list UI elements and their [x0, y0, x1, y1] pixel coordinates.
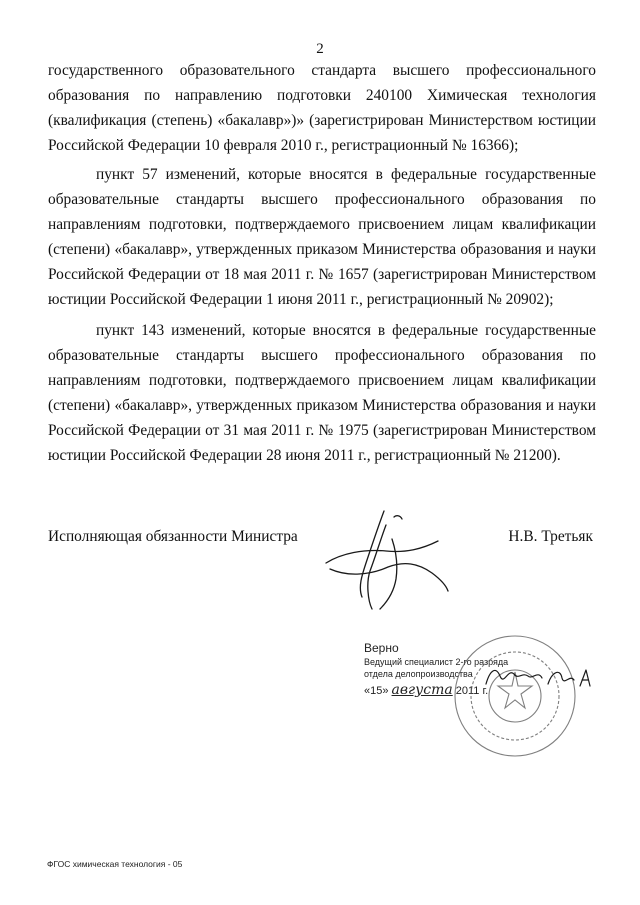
- paragraph-1: государственного образовательного стандарта высшего профессионального образования по направлению подготовки 240100 Химическая технология (квалификация (степень) «бакалавр»)» (зарегистрирован Министерством юстиции Российской Федерации 10 февраля 2010 г., регистрационный № 16366);: [48, 62, 596, 154]
- paragraph-2: пункт 57 изменений, которые вносятся в федеральные государственные образовательные стандарты высшего профессионального образования по направлениям подготовки, подтверждаемого присвоением лицам квалификации (степени) «бакалавр», утвержденных приказом Министерства образования и науки Российской Федерации от 18 мая 2011 г. № 1657 (зарегистрирован Министерством юстиции Российской Федерации 1 июня 2011 г., регистрационный № 20902);: [48, 166, 596, 308]
- document-footer: ФГОС химическая технология - 05: [47, 859, 183, 869]
- handwritten-signature: [322, 505, 452, 617]
- verifier-position-line-2: отдела делопроизводства: [364, 669, 473, 679]
- verification-date-month: августа: [391, 682, 453, 698]
- verification-title: Верно: [364, 641, 399, 655]
- official-stamp-seal: [448, 632, 582, 760]
- verification-date-year: 2011 г.: [455, 685, 489, 697]
- verifier-position-line-1: Ведущий специалист 2-го разряда: [364, 657, 509, 667]
- verification-date-day: «15»: [364, 685, 389, 697]
- page-number: 2: [316, 41, 324, 57]
- signatory-title: Исполняющая обязанности Министра: [48, 528, 298, 545]
- signatory-name: Н.В. Третьяк: [508, 528, 593, 545]
- paragraph-3: пункт 143 изменений, которые вносятся в федеральные государственные образовательные стандарты высшего профессионального образования по направлениям подготовки, подтверждаемого присвоением лицам квалификации (степени) «бакалавр», утвержденных приказом Министерства образования и науки Российской Федерации от 31 мая 2011 г. № 1975 (зарегистрирован Министерством юстиции Российской Федерации 28 июня 2011 г., регистрационный № 21200).: [48, 322, 596, 464]
- verifier-signature: [482, 660, 594, 694]
